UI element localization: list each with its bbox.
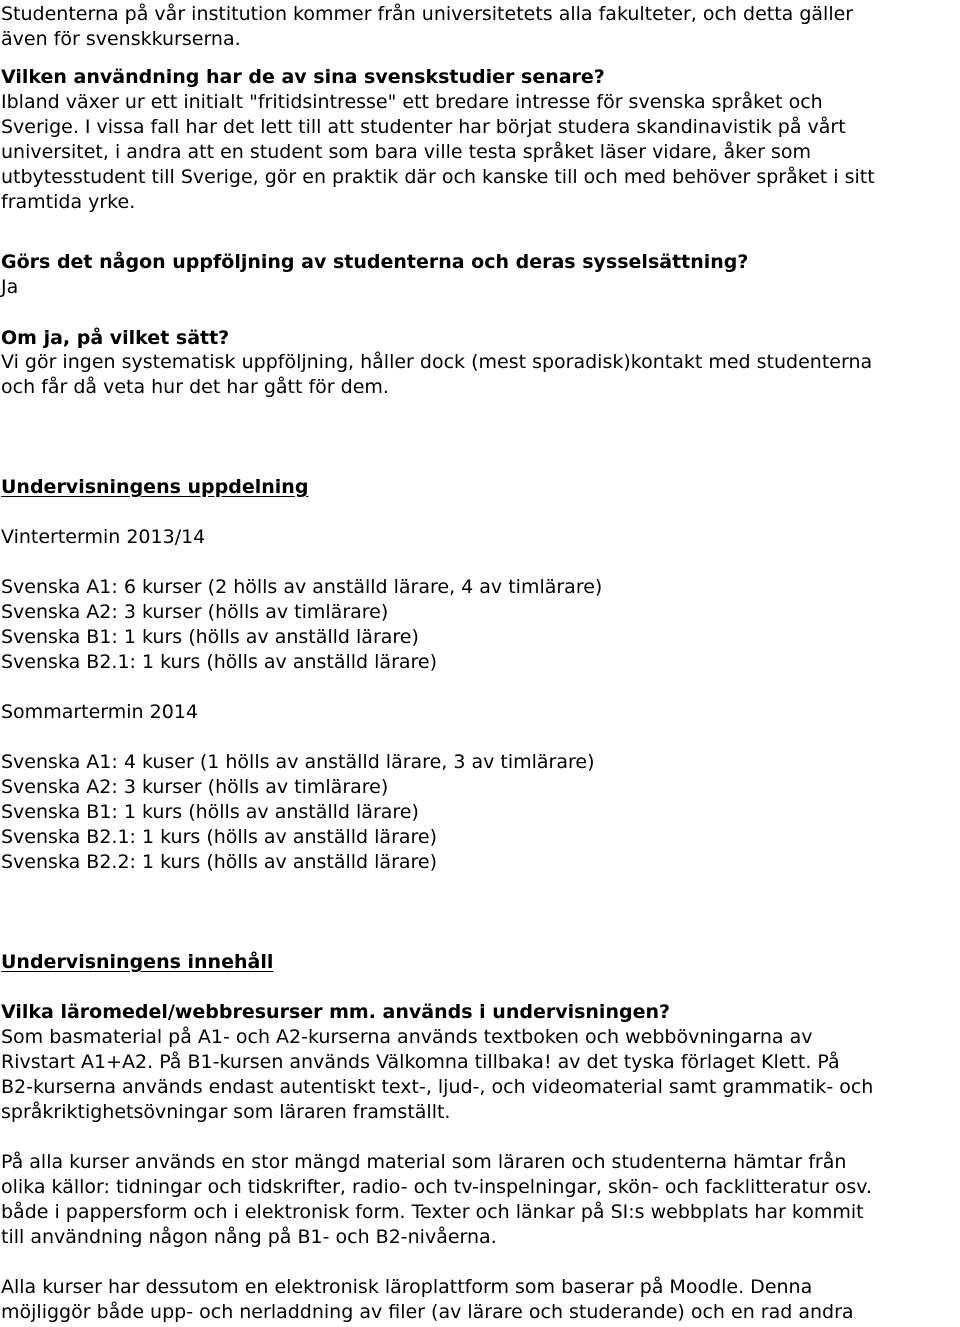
content-p3-line-2: möjliggör både upp- och nerladdning av filer (av lärare och studerande) och en rad andra <box>1 1301 854 1323</box>
content-p2-line-4: till användning någon nång på B1- och B2-nivåerna. <box>1 1226 497 1248</box>
intro-line-1: Studenterna på vår institution kommer från universitetets alla fakulteter, och detta gäller <box>1 3 854 25</box>
content-heading: Undervisningens innehåll <box>1 951 274 973</box>
winter-course-2: Svenska A2: 3 kurser (hölls av timlärare) <box>1 601 389 623</box>
content-p1-line-4: språkriktighetsövningar som läraren framställt. <box>1 1101 451 1123</box>
followup-answer-line-2: och får då veta hur det har gått för dem. <box>1 376 389 398</box>
content-p1-line-1: Som basmaterial på A1- och A2-kurserna används textboken och webbövningarna av <box>1 1026 813 1048</box>
usage-answer-line-3: universitet, i andra att en student som bara ville testa språket läser vidare, åker som <box>1 141 811 163</box>
winter-course-4: Svenska B2.1: 1 kurs (hölls av anställd lärare) <box>1 651 438 673</box>
content-p2-line-2: olika källor: tidningar och tidskrifter, radio- och tv-inspelningar, skön- och facklitteratur osv. <box>1 1176 873 1198</box>
winter-course-3: Svenska B1: 1 kurs (hölls av anställd lärare) <box>1 626 419 648</box>
followup-question: Görs det någon uppföljning av studenterna och deras sysselsättning? <box>1 251 749 273</box>
content-p2-line-1: På alla kurser används en stor mängd material som läraren och studenterna hämtar från <box>1 1151 847 1173</box>
usage-question: Vilken användning har de av sina svenskstudier senare? <box>1 66 605 88</box>
content-question: Vilka läromedel/webbresurser mm. används i undervisningen? <box>1 1001 671 1023</box>
usage-answer-line-2: Sverige. I vissa fall har det lett till att studenter har börjat studera skandinavistik på vårt <box>1 116 846 138</box>
winter-term-title: Vintertermin 2013/14 <box>1 526 206 548</box>
content-p3-line-1: Alla kurser har dessutom en elektronisk läroplattform som baserar på Moodle. Denna <box>1 1276 813 1298</box>
summer-course-1: Svenska A1: 4 kuser (1 hölls av anställd lärare, 3 av timlärare) <box>1 751 595 773</box>
usage-answer-line-1: Ibland växer ur ett initialt "fritidsintresse" ett bredare intresse för svenska språket och <box>1 91 823 113</box>
intro-line-2: även för svenskkurserna. <box>1 28 241 50</box>
content-p2-line-3: både i pappersform och i elektronisk form. Texter och länkar på SI:s webbplats har kommit <box>1 1201 864 1223</box>
followup-answer: Ja <box>1 276 19 298</box>
content-p1-line-3: B2-kurserna används endast autentiskt text-, ljud-, och videomaterial samt grammatik- och <box>1 1076 874 1098</box>
summer-course-4: Svenska B2.1: 1 kurs (hölls av anställd lärare) <box>1 826 438 848</box>
followup-question-2: Om ja, på vilket sätt? <box>1 327 230 349</box>
content-p1-line-2: Rivstart A1+A2. På B1-kursen används Välkomna tillbaka! av det tyska förlaget Klett. På <box>1 1051 840 1073</box>
usage-answer-line-5: framtida yrke. <box>1 191 136 213</box>
winter-course-1: Svenska A1: 6 kurser (2 hölls av anställd lärare, 4 av timlärare) <box>1 576 603 598</box>
summer-course-5: Svenska B2.2: 1 kurs (hölls av anställd lärare) <box>1 851 438 873</box>
summer-term-title: Sommartermin 2014 <box>1 701 198 723</box>
summer-course-2: Svenska A2: 3 kurser (hölls av timlärare) <box>1 776 389 798</box>
followup-answer-line-1: Vi gör ingen systematisk uppföljning, håller dock (mest sporadisk)kontakt med studenterna <box>1 351 873 373</box>
division-heading: Undervisningens uppdelning <box>1 476 309 498</box>
summer-course-3: Svenska B1: 1 kurs (hölls av anställd lärare) <box>1 801 419 823</box>
usage-answer-line-4: utbytesstudent till Sverige, gör en praktik där och kanske till och med behöver språket i sitt <box>1 166 875 188</box>
